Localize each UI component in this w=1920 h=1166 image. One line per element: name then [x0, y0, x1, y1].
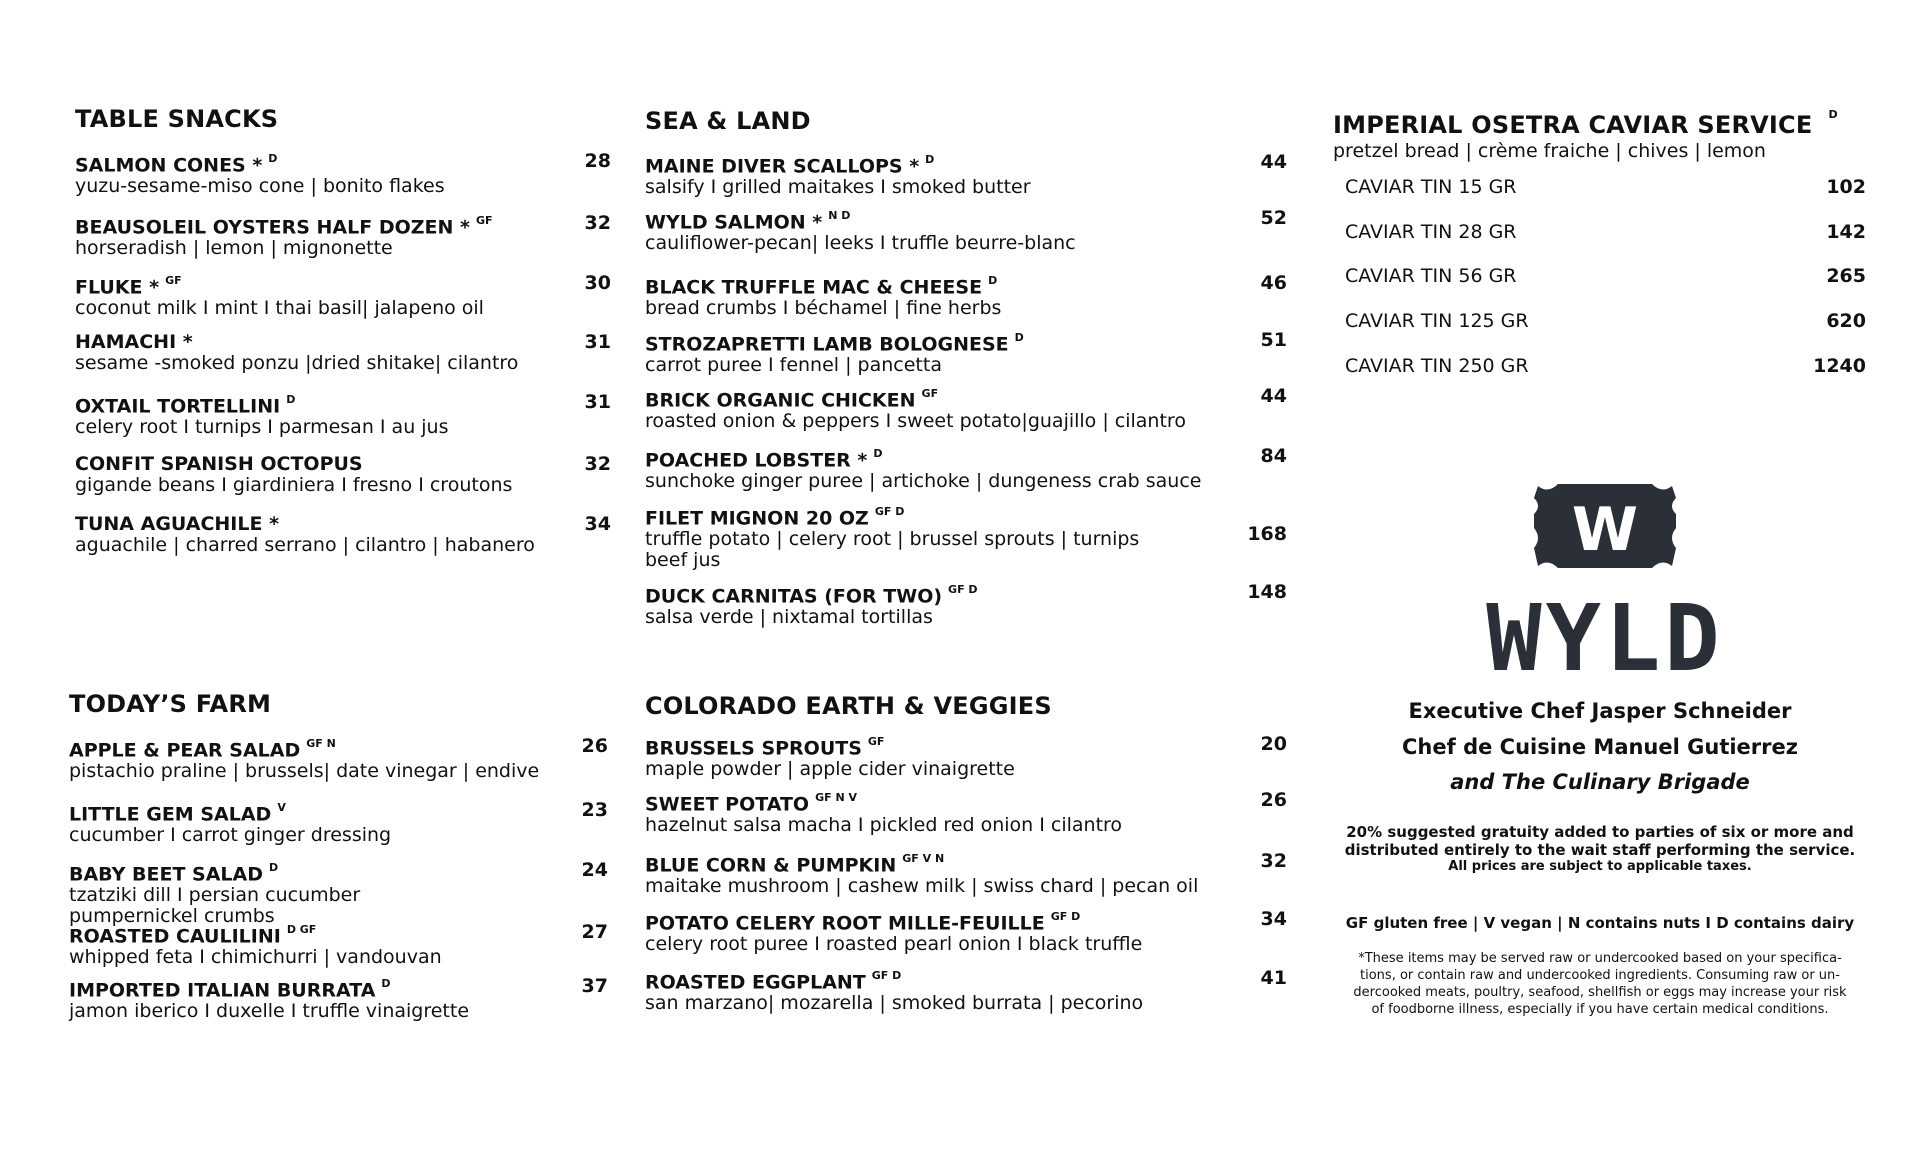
- item-name: [645, 789, 1122, 815]
- item-price: 28: [584, 150, 611, 172]
- item-price: 32: [584, 212, 611, 234]
- item-price: 51: [1260, 329, 1287, 351]
- item-name: [75, 331, 518, 353]
- item-name-text: SWEET POTATO: [645, 793, 810, 816]
- item-name-text: HAMACHI *: [75, 331, 193, 353]
- item-price: 41: [1260, 967, 1287, 989]
- item-description: san marzano| mozarella | smoked burrata | pecorino: [645, 992, 1144, 1015]
- caviar-title: [1333, 106, 1866, 140]
- menu-item: [69, 799, 391, 846]
- item-name: [75, 272, 484, 298]
- item-name: [75, 212, 493, 238]
- item-diet-tags: GF: [921, 387, 939, 400]
- chef-de-cuisine: Chef de Cuisine Manuel Gutierrez: [1402, 735, 1798, 759]
- item-price: 30: [584, 272, 611, 294]
- item-diet-tags: D: [1014, 331, 1024, 344]
- item-name: [645, 850, 1198, 876]
- item-description: horseradish | lemon | mignonette: [75, 237, 393, 260]
- item-price: 168: [1247, 523, 1287, 545]
- menu-item: [75, 212, 493, 259]
- item-diet-tags: GF N: [306, 737, 336, 750]
- item-diet-tags: D: [286, 393, 296, 406]
- caviar-section: [1333, 106, 1866, 386]
- menu-item: [645, 272, 1001, 319]
- item-name-text: ROASTED EGGPLANT: [645, 971, 866, 994]
- sea-land-section: [645, 106, 1285, 636]
- sea-land-title: SEA & LAND: [645, 107, 811, 135]
- item-description: bread crumbs I béchamel | fine herbs: [645, 297, 1002, 320]
- menu-item: [645, 581, 978, 628]
- menu-item: [645, 503, 1139, 571]
- taxes-line: All prices are subject to applicable taxes.: [1448, 859, 1752, 874]
- item-name-text: FLUKE *: [75, 276, 160, 299]
- item-diet-tags: GF: [475, 214, 493, 227]
- item-description: cauliflower-pecan| leeks I truffle beurre-blanc: [645, 232, 1076, 255]
- item-price: 26: [581, 735, 608, 757]
- item-name: [69, 859, 360, 885]
- caviar-subtitle: pretzel bread | crème fraiche | chives | lemon: [1333, 140, 1766, 162]
- item-name-text: LITTLE GEM SALAD: [69, 803, 272, 826]
- badge-letter: W: [1571, 495, 1639, 565]
- item-price: 44: [1260, 151, 1287, 173]
- item-diet-tags: D: [988, 274, 998, 287]
- item-name-text: BRICK ORGANIC CHICKEN: [645, 389, 916, 412]
- item-diet-tags: D: [381, 977, 391, 990]
- earth-veggies-title: COLORADO EARTH & VEGGIES: [645, 692, 1052, 720]
- item-name-text: DUCK CARNITAS (FOR TWO): [645, 585, 943, 608]
- menu-item: [645, 733, 1015, 780]
- item-name: [645, 581, 978, 607]
- item-name-text: POTATO CELERY ROOT MILLE-FEUILLE: [645, 912, 1045, 935]
- caviar-tin-price: 142: [1826, 221, 1866, 243]
- item-name-text: BEAUSOLEIL OYSTERS HALF DOZEN *: [75, 216, 470, 239]
- menu-item: [645, 908, 1142, 955]
- item-name: [645, 967, 1143, 993]
- item-name-text: BABY BEET SALAD: [69, 863, 263, 886]
- item-description: aguachile | charred serrano | cilantro | habanero: [75, 534, 535, 556]
- item-price: 148: [1247, 581, 1287, 603]
- menu-item: [75, 272, 484, 319]
- menu-item: [75, 331, 518, 374]
- culinary-brigade: and The Culinary Brigade: [1450, 770, 1750, 794]
- item-description: cucumber I carrot ginger dressing: [69, 824, 392, 847]
- item-price: 27: [581, 921, 608, 943]
- item-name: [69, 975, 469, 1001]
- item-description: salsify I grilled maitakes I smoked butter: [645, 176, 1031, 199]
- earth-veggies-section: [645, 691, 1285, 1031]
- item-description-line-2: beef jus: [645, 549, 721, 572]
- menu-item: [645, 789, 1122, 836]
- menu-item: [645, 151, 1031, 198]
- item-name: [645, 272, 1001, 298]
- executive-chef: Executive Chef Jasper Schneider: [1408, 699, 1792, 723]
- raw-line-3: dercooked meats, poultry, seafood, shellfish or eggs may increase your risk: [1353, 985, 1847, 1000]
- caviar-tin-price: 620: [1826, 310, 1866, 332]
- item-name: [645, 733, 1015, 759]
- item-diet-tags: GF: [165, 274, 182, 287]
- item-name: [75, 513, 535, 535]
- item-name-text: BRUSSELS SPROUTS: [645, 737, 862, 760]
- item-price: 52: [1260, 207, 1287, 229]
- item-price: 31: [584, 391, 611, 413]
- gratuity-notice: [1330, 823, 1870, 875]
- item-price: 44: [1260, 385, 1287, 407]
- item-description-line-2: pumpernickel crumbs: [69, 905, 275, 928]
- item-name: [69, 921, 442, 947]
- item-name-text: CONFIT SPANISH OCTOPUS: [75, 453, 363, 475]
- item-name-text: SALMON CONES *: [75, 154, 263, 177]
- menu-item: [69, 975, 469, 1022]
- item-price: 23: [581, 799, 608, 821]
- item-diet-tags: D: [268, 152, 278, 165]
- caviar-tags: D: [1828, 108, 1838, 121]
- item-description: roasted onion & peppers I sweet potato|guajillo | cilantro: [645, 410, 1186, 433]
- raw-food-warning: [1330, 950, 1870, 1018]
- item-name-text: FILET MIGNON 20 OZ: [645, 507, 869, 530]
- item-price: 32: [584, 453, 611, 475]
- item-description: coconut milk I mint I thai basil| jalapeno oil: [75, 297, 484, 320]
- item-name-text: TUNA AGUACHILE *: [75, 513, 280, 535]
- item-description: jamon iberico I duxelle I truffle vinaigrette: [69, 1000, 470, 1023]
- item-diet-tags: GF: [867, 735, 885, 748]
- item-diet-tags: GF D: [1050, 910, 1081, 923]
- caviar-title-text: IMPERIAL OSETRA CAVIAR SERVICE: [1333, 111, 1813, 139]
- item-price: 34: [1260, 908, 1287, 930]
- gratuity-line-2: distributed entirely to the wait staff performing the service.: [1344, 841, 1856, 859]
- wyld-wordmark: WYLD: [1486, 585, 1724, 690]
- item-diet-tags: D: [873, 447, 883, 460]
- item-diet-tags: D: [269, 861, 279, 874]
- item-name: [75, 150, 445, 176]
- item-diet-tags: GF V N: [902, 852, 945, 865]
- item-name: [75, 391, 449, 417]
- item-name: [645, 445, 1201, 471]
- item-name: [645, 908, 1142, 934]
- menu-item: [75, 513, 535, 556]
- item-price: 31: [584, 331, 611, 353]
- item-price: 32: [1260, 850, 1287, 872]
- caviar-tin-price: 265: [1826, 265, 1866, 287]
- item-name-text: OXTAIL TORTELLINI: [75, 395, 281, 418]
- item-description: maple powder | apple cider vinaigrette: [645, 758, 1015, 781]
- item-diet-tags: N D: [828, 209, 851, 222]
- item-diet-tags: D GF: [286, 923, 317, 936]
- item-price: 34: [584, 513, 611, 535]
- menu-item: [645, 445, 1201, 492]
- item-name: [645, 151, 1031, 177]
- item-description: gigande beans I giardiniera I fresno I croutons: [75, 474, 513, 496]
- item-name: [645, 207, 1076, 233]
- item-diet-tags: GF N V: [815, 791, 858, 804]
- gratuity-line-1: 20% suggested gratuity added to parties of six or more and: [1346, 823, 1854, 841]
- item-name-text: APPLE & PEAR SALAD: [69, 739, 301, 762]
- item-name: [75, 453, 512, 475]
- item-name-text: MAINE DIVER SCALLOPS *: [645, 155, 920, 178]
- menu-item: [75, 453, 512, 496]
- wyld-logo: [1440, 470, 1770, 690]
- item-price: 24: [581, 859, 608, 881]
- caviar-tin-label: CAVIAR TIN 56 GR: [1345, 265, 1517, 287]
- item-name: [69, 735, 539, 761]
- item-name-text: IMPORTED ITALIAN BURRATA: [69, 979, 376, 1002]
- raw-line-1: *These items may be served raw or undercooked based on your specifica-: [1358, 951, 1842, 966]
- item-description: sesame -smoked ponzu |dried shitake| cilantro: [75, 352, 519, 374]
- item-name-text: ROASTED CAULILINI: [69, 925, 281, 948]
- menu-item: [75, 150, 445, 197]
- menu-item: [69, 859, 360, 927]
- item-price: 37: [581, 975, 608, 997]
- item-description: whipped feta I chimichurri | vandouvan: [69, 946, 442, 969]
- item-description: maitake mushroom | cashew milk | swiss chard | pecan oil: [645, 875, 1199, 898]
- menu-item: [645, 967, 1143, 1014]
- item-description: pistachio praline | brussels| date vinegar | endive: [69, 760, 540, 783]
- raw-line-4: of foodborne illness, especially if you have certain medical conditions.: [1371, 1002, 1829, 1017]
- caviar-tin-label: CAVIAR TIN 28 GR: [1345, 221, 1517, 243]
- todays-farm-title: TODAY’S FARM: [69, 690, 272, 718]
- item-name: [645, 329, 1024, 355]
- caviar-tin-price: 102: [1826, 176, 1866, 198]
- item-price: 46: [1260, 272, 1287, 294]
- raw-line-2: tions, or contain raw and undercooked ingredients. Consuming raw or un-: [1360, 968, 1840, 983]
- menu-item: [69, 921, 442, 968]
- item-diet-tags: D: [925, 153, 935, 166]
- w-badge-icon: [1534, 484, 1676, 568]
- item-name-text: BLUE CORN & PUMPKIN: [645, 854, 897, 877]
- todays-farm-section: [69, 689, 610, 1069]
- item-name: [645, 503, 1139, 529]
- menu-item: [69, 735, 539, 782]
- menu-item: [645, 207, 1076, 254]
- item-description: salsa verde | nixtamal tortillas: [645, 606, 933, 629]
- table-snacks-title: TABLE SNACKS: [75, 105, 279, 133]
- item-name-text: STROZAPRETTI LAMB BOLOGNESE: [645, 333, 1009, 356]
- item-description: yuzu-sesame-miso cone | bonito flakes: [75, 175, 445, 198]
- menu-item: [645, 385, 1186, 432]
- caviar-tin-label: CAVIAR TIN 250 GR: [1345, 355, 1529, 377]
- caviar-tin-label: CAVIAR TIN 125 GR: [1345, 310, 1529, 332]
- table-snacks-section: [75, 104, 610, 584]
- item-diet-tags: GF D: [874, 505, 905, 518]
- item-name: [69, 799, 391, 825]
- item-description: hazelnut salsa macha I pickled red onion I cilantro: [645, 814, 1123, 837]
- item-diet-tags: V: [277, 801, 286, 814]
- menu-item: [645, 329, 1024, 376]
- item-price: 20: [1260, 733, 1287, 755]
- item-description: truffle potato | celery root | brussel sprouts | turnips: [645, 528, 1140, 551]
- menu-item: [75, 391, 449, 438]
- caviar-tin-price: 1240: [1813, 355, 1866, 377]
- item-description: celery root I turnips I parmesan I au jus: [75, 416, 449, 439]
- item-name: [645, 385, 1186, 411]
- item-name-text: WYLD SALMON *: [645, 211, 823, 234]
- caviar-tin-label: CAVIAR TIN 15 GR: [1345, 176, 1517, 198]
- item-diet-tags: GF D: [871, 969, 902, 982]
- diet-legend: GF gluten free | V vegan | N contains nuts I D contains dairy: [1345, 914, 1855, 932]
- item-name-text: POACHED LOBSTER *: [645, 449, 868, 472]
- item-price: 26: [1260, 789, 1287, 811]
- item-description: carrot puree I fennel | pancetta: [645, 354, 942, 377]
- item-description: tzatziki dill I persian cucumber: [69, 884, 361, 907]
- item-description: sunchoke ginger puree | artichoke | dungeness crab sauce: [645, 470, 1202, 493]
- menu-item: [645, 850, 1198, 897]
- item-diet-tags: GF D: [948, 583, 978, 596]
- item-name-text: BLACK TRUFFLE MAC & CHEESE: [645, 276, 983, 299]
- item-description: celery root puree I roasted pearl onion I black truffle: [645, 933, 1143, 956]
- item-price: 84: [1260, 445, 1287, 467]
